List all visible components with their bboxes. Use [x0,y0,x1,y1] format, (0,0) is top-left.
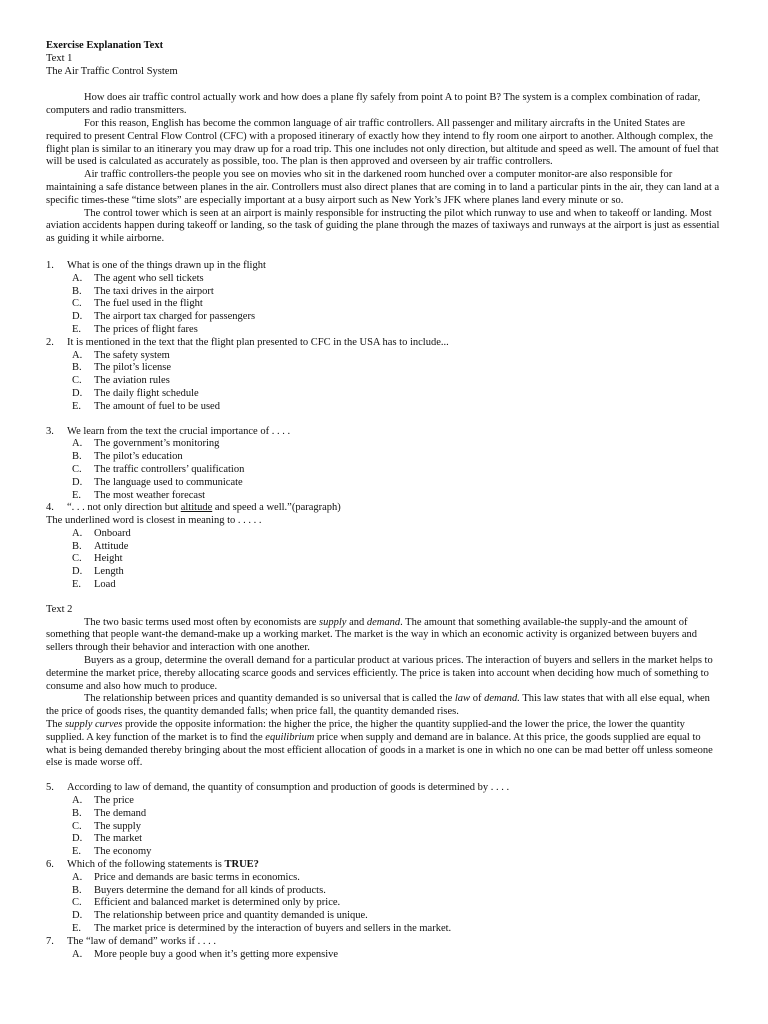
option-d: D. The language used to communicate [72,476,243,488]
question-3-options [46,438,722,502]
option-b: B. Buyers determine the demand for all kinds of products. [72,884,326,896]
option-e: E. The most weather forecast [72,489,206,501]
option-e: E. The amount of fuel to be used [72,400,220,412]
text1-label: Text 1 [46,52,73,64]
text2-paragraph-2: Buyers as a group, determine the overall demand for a particular product at various prices. The interaction of buyers and sellers in the market helps to determine the market price, thereby allocating scarce goods and services efficiently. The price is taken into account when deciding how much of something to consume and also how much to produce. [46,655,713,692]
question-text: We learn from the text the crucial importance of . . . . [67,425,291,437]
question-number: 3. [46,425,54,437]
option-c: C. Efficient and balanced market is determined only by price. [72,897,341,909]
question-text: What is one of the things drawn up in the flight [67,259,266,271]
underlined-word: altitude [180,502,213,514]
option-b: B. Attitude [72,540,129,552]
question-2-options [46,350,722,414]
question-number: 5. [46,782,54,794]
question-1 [46,260,722,273]
question-6-options [46,872,722,936]
option-a: A. The price [72,795,134,807]
text1-subtitle: The Air Traffic Control System [46,65,178,77]
question-text: It is mentioned in the text that the flight plan presented to CFC in the USA has to include... [67,336,449,348]
question-5 [46,782,722,795]
text1-paragraph-2: For this reason, English has become the common language of air traffic controllers. All passenger and military aircrafts in the United States are required to present Central Flow Control (CFC) with a proposed itinerary of exactly how they intend to fly room one airport to another. Although complex, the flight plan is similar to an itinerary you may draw up for a road trip. This one includes not only direction, but altitude and speed as well. The amount of fuel that will be used is calculated as accurately as possible, too. The plan is then approved and overseen by air traffic controllers. [46,117,719,168]
text2-paragraph-4: The supply curves provide the opposite information: the higher the price, the higher the quantity supplied-and the lower the price, the lower the quantity supplied. A key function of the market is to find the equilibrium price when supply and demand are in balance. At this price, the goods supplied are equal to what is being demanded thereby bringing about the most efficient allocation of goods in a market is one in which no one can be mad better off unless someone else is made worse off. [46,719,713,769]
text1-paragraph-1: How does air traffic control actually work and how does a plane fly safely from point A to point B? The system is a complex combination of radar, computers and radio transmitters. [46,92,701,117]
text2-paragraph-1: The two basic terms used most often by economists are supply and demand. The amount that something available-the supply-and the amount of something that people want-the demand-make up a working market. The market is the way in which an economic activity is organized between buyers and sellers through their behavior and interaction with one another. [46,616,697,654]
option-a: A. The government’s monitoring [72,438,220,450]
option-c: C. The traffic controllers’ qualification [72,463,245,475]
question-text: “. . . not only direction but altitude and speed a well.”(paragraph) [67,502,341,514]
option-e: E. Load [72,579,116,591]
document-page [46,40,722,961]
option-a: A. Onboard [72,527,131,539]
question-number: 1. [46,259,54,271]
question-4 [46,502,722,515]
option-a: A. More people buy a good when it’s getting more expensive [72,948,339,960]
option-b: B. The pilot’s license [72,362,171,374]
question-1-options [46,273,722,337]
option-c: C. The aviation rules [72,375,170,387]
emphasis-true: TRUE? [224,859,259,871]
question-text: According to law of demand, the quantity of consumption and production of goods is determined by . . . . [67,782,510,794]
question-text: Which of the following statements is TRUE? [67,859,259,871]
option-a: A. The safety system [72,349,170,361]
text1-paragraph-4: The control tower which is seen at an airport is mainly responsible for instructing the pilot which runway to use and when to takeoff or landing. Most aviation accidents happen during takeoff or landing, so the task of guiding the plane through the mazes of taxiways and runways at the airport is just as essential as guiding it while airborne. [46,207,720,245]
option-d: D. The market [72,833,143,845]
option-d: D. The daily flight schedule [72,387,199,399]
question-5-options [46,795,722,859]
question-7 [46,936,722,949]
option-e: E. The economy [72,846,152,858]
text2-paragraph-3: The relationship between prices and quantity demanded is so universal that is called the law of demand. This law states that with all else equal, when the price of goods rises, the quantity demanded falls; when price fall, the quantity demanded rises. [46,693,710,718]
option-c: C. The fuel used in the flight [72,298,203,310]
option-d: D. Length [72,566,124,578]
option-d: D. The airport tax charged for passengers [72,311,256,323]
question-3 [46,426,722,439]
text1-paragraph-3: Air traffic controllers-the people you see on movies who sit in the darkened room hunched over a computer monitor-are also responsible for maintaining a safe distance between planes in the air. Controllers must also direct planes that are coming in to land a particular pints in the air, they can land at a specific times-these “time slots” are especially important at a busy airport such as New York’s JFK where planes land every minute or so. [46,169,720,206]
question-number: 2. [46,336,54,348]
option-b: B. The taxi drives in the airport [72,285,214,297]
option-d: D. The relationship between price and quantity demanded is unique. [72,910,368,922]
option-e: E. The market price is determined by the interaction of buyers and sellers in the market. [72,923,452,934]
question-6 [46,859,722,872]
document-title: Exercise Explanation Text [46,40,164,51]
option-e: E. The prices of flight fares [72,323,198,335]
question-text: The “law of demand” works if . . . . [67,935,216,947]
question-2 [46,337,722,350]
option-c: C. The supply [72,820,141,832]
question-number: 7. [46,935,54,947]
question-number: 6. [46,859,54,871]
question-7-options [46,949,722,962]
option-b: B. The pilot’s education [72,451,183,463]
question-number: 4. [46,502,54,514]
option-a: A. Price and demands are basic terms in economics. [72,871,300,883]
text2-label: Text 2 [46,603,73,615]
option-a: A. The agent who sell tickets [72,272,204,284]
option-c: C. Height [72,553,123,565]
question-4-stem: The underlined word is closest in meaning to . . . . . [46,515,262,527]
question-4-options [46,528,722,592]
option-b: B. The demand [72,807,147,819]
